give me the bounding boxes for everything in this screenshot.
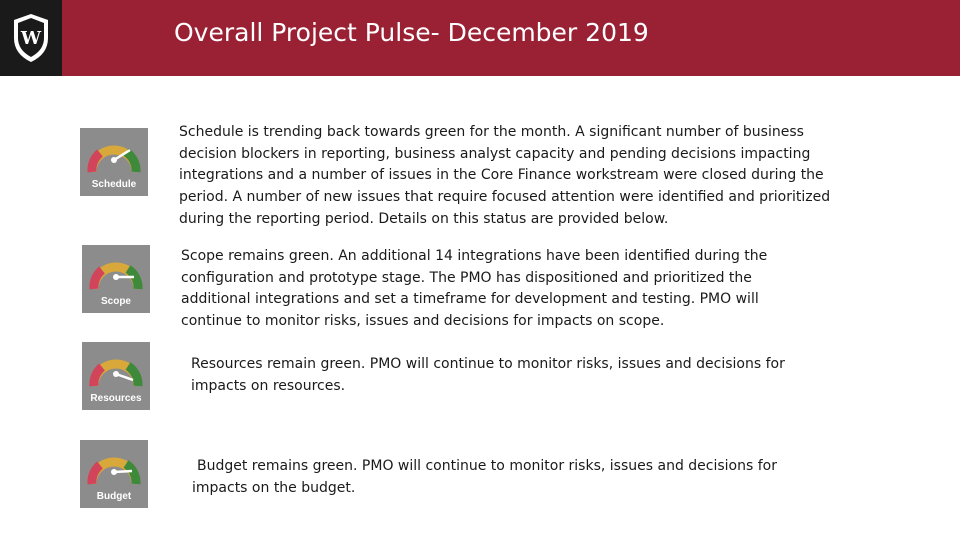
gauge-label: Resources [90,393,142,404]
budget-gauge [80,440,148,508]
cougar-head-shield-icon [10,12,52,64]
svg-text:W: W [20,28,42,49]
schedule-status-text: Schedule is trending back towards green for the month. A significant number of business decision blockers in reporting, business analyst capacity and pending decisions impacting integrations and a number of issues in the Core Finance workstream were closed during the period. A number of new issues that require focused attention were identified and prioritized during the reporting period. Details on this status are provided below. [179,124,831,227]
resources-status-text: Resources remain green. PMO will continue to monitor risks, issues and decisions for impacts on resources. [191,356,785,394]
scope-gauge [82,245,150,313]
gauge-label: Scope [100,296,131,307]
page-title: Overall Project Pulse- December 2019 [174,18,649,47]
schedule-gauge [80,128,148,196]
scope-status-text: Scope remains green. An additional 14 integrations have been identified during the configuration and prototype stage. The PMO has dispositioned and prioritized the additional integrations and set a timeframe for development and testing. PMO will continue to monitor risks, issues and decisions for impacts on scope. [181,248,768,330]
logo [0,0,62,76]
budget-status-text: Budget remains green. PMO will continue to monitor risks, issues and decisions for impacts on the budget. [192,458,777,496]
gauge-label: Budget [96,491,132,502]
title-banner [0,0,960,76]
resources-gauge [82,342,150,410]
gauge-label: Schedule [91,179,137,190]
